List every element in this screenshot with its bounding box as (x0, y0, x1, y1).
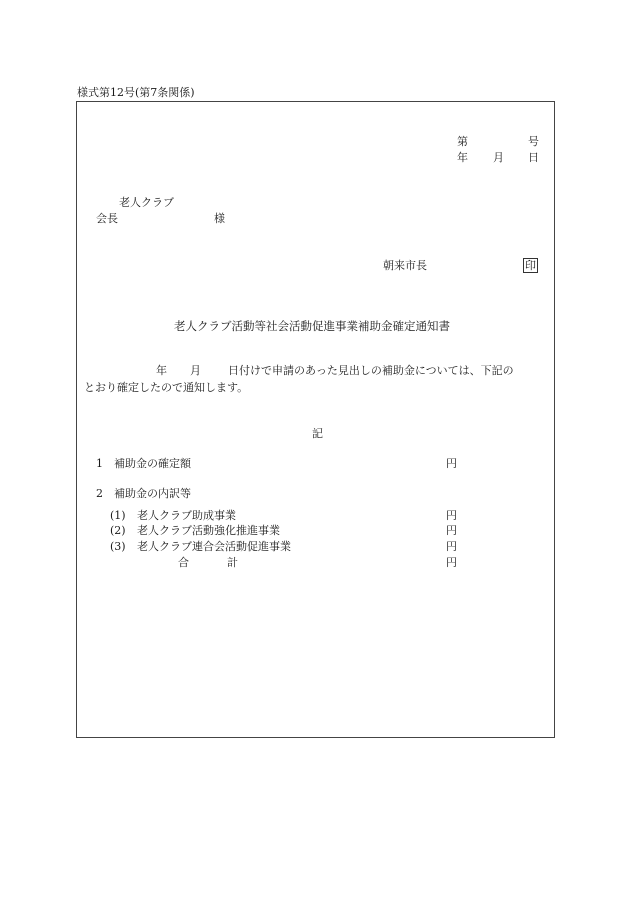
breakdown-item-num: (2) (110, 524, 126, 537)
seal-icon: 印 (525, 259, 536, 272)
breakdown-item-name: 老人クラブ連合会活動促進事業 (137, 540, 291, 553)
date-year: 年 (457, 151, 468, 164)
breakdown-item-name: 老人クラブ助成事業 (137, 509, 236, 522)
form-number-label: 様式第12号(第7条関係) (77, 86, 195, 99)
total-label-kei: 計 (227, 556, 238, 569)
section-2-label: 2 補助金の内訳等 (96, 487, 191, 500)
document-title: 老人クラブ活動等社会活動促進事業補助金確定通知書 (174, 319, 450, 333)
breakdown-item-name: 老人クラブ活動強化推進事業 (137, 524, 280, 537)
issuer-seal (523, 258, 538, 273)
breakdown-item-unit: 円 (446, 540, 457, 553)
issuer-name: 朝来市長 (383, 259, 427, 272)
breakdown-item-num: (1) (110, 509, 126, 522)
ki-heading: 記 (312, 427, 323, 440)
recipient-club: 老人クラブ (119, 196, 174, 209)
body-line-2: とおり確定したので通知します。 (84, 381, 249, 394)
section-1-unit: 円 (446, 457, 457, 470)
date-month: 月 (493, 151, 504, 164)
document-number-prefix: 第 (457, 135, 468, 148)
recipient-chairman: 会長 (96, 212, 118, 225)
total-label-ai: 合 (178, 556, 189, 569)
breakdown-item-unit: 円 (446, 524, 457, 537)
document-frame (76, 101, 555, 738)
breakdown-item-num: (3) (110, 540, 126, 553)
body-date-month: 月 (190, 364, 201, 377)
body-line-1: 日付けで申請のあった見出しの補助金については、下記の (228, 364, 514, 377)
breakdown-item-unit: 円 (446, 509, 457, 522)
section-1-label: 1 補助金の確定額 (96, 457, 191, 470)
body-date-year: 年 (156, 364, 167, 377)
total-unit: 円 (446, 556, 457, 569)
recipient-honorific: 様 (214, 212, 225, 225)
document-number-suffix: 号 (528, 135, 539, 148)
date-day: 日 (528, 151, 539, 164)
